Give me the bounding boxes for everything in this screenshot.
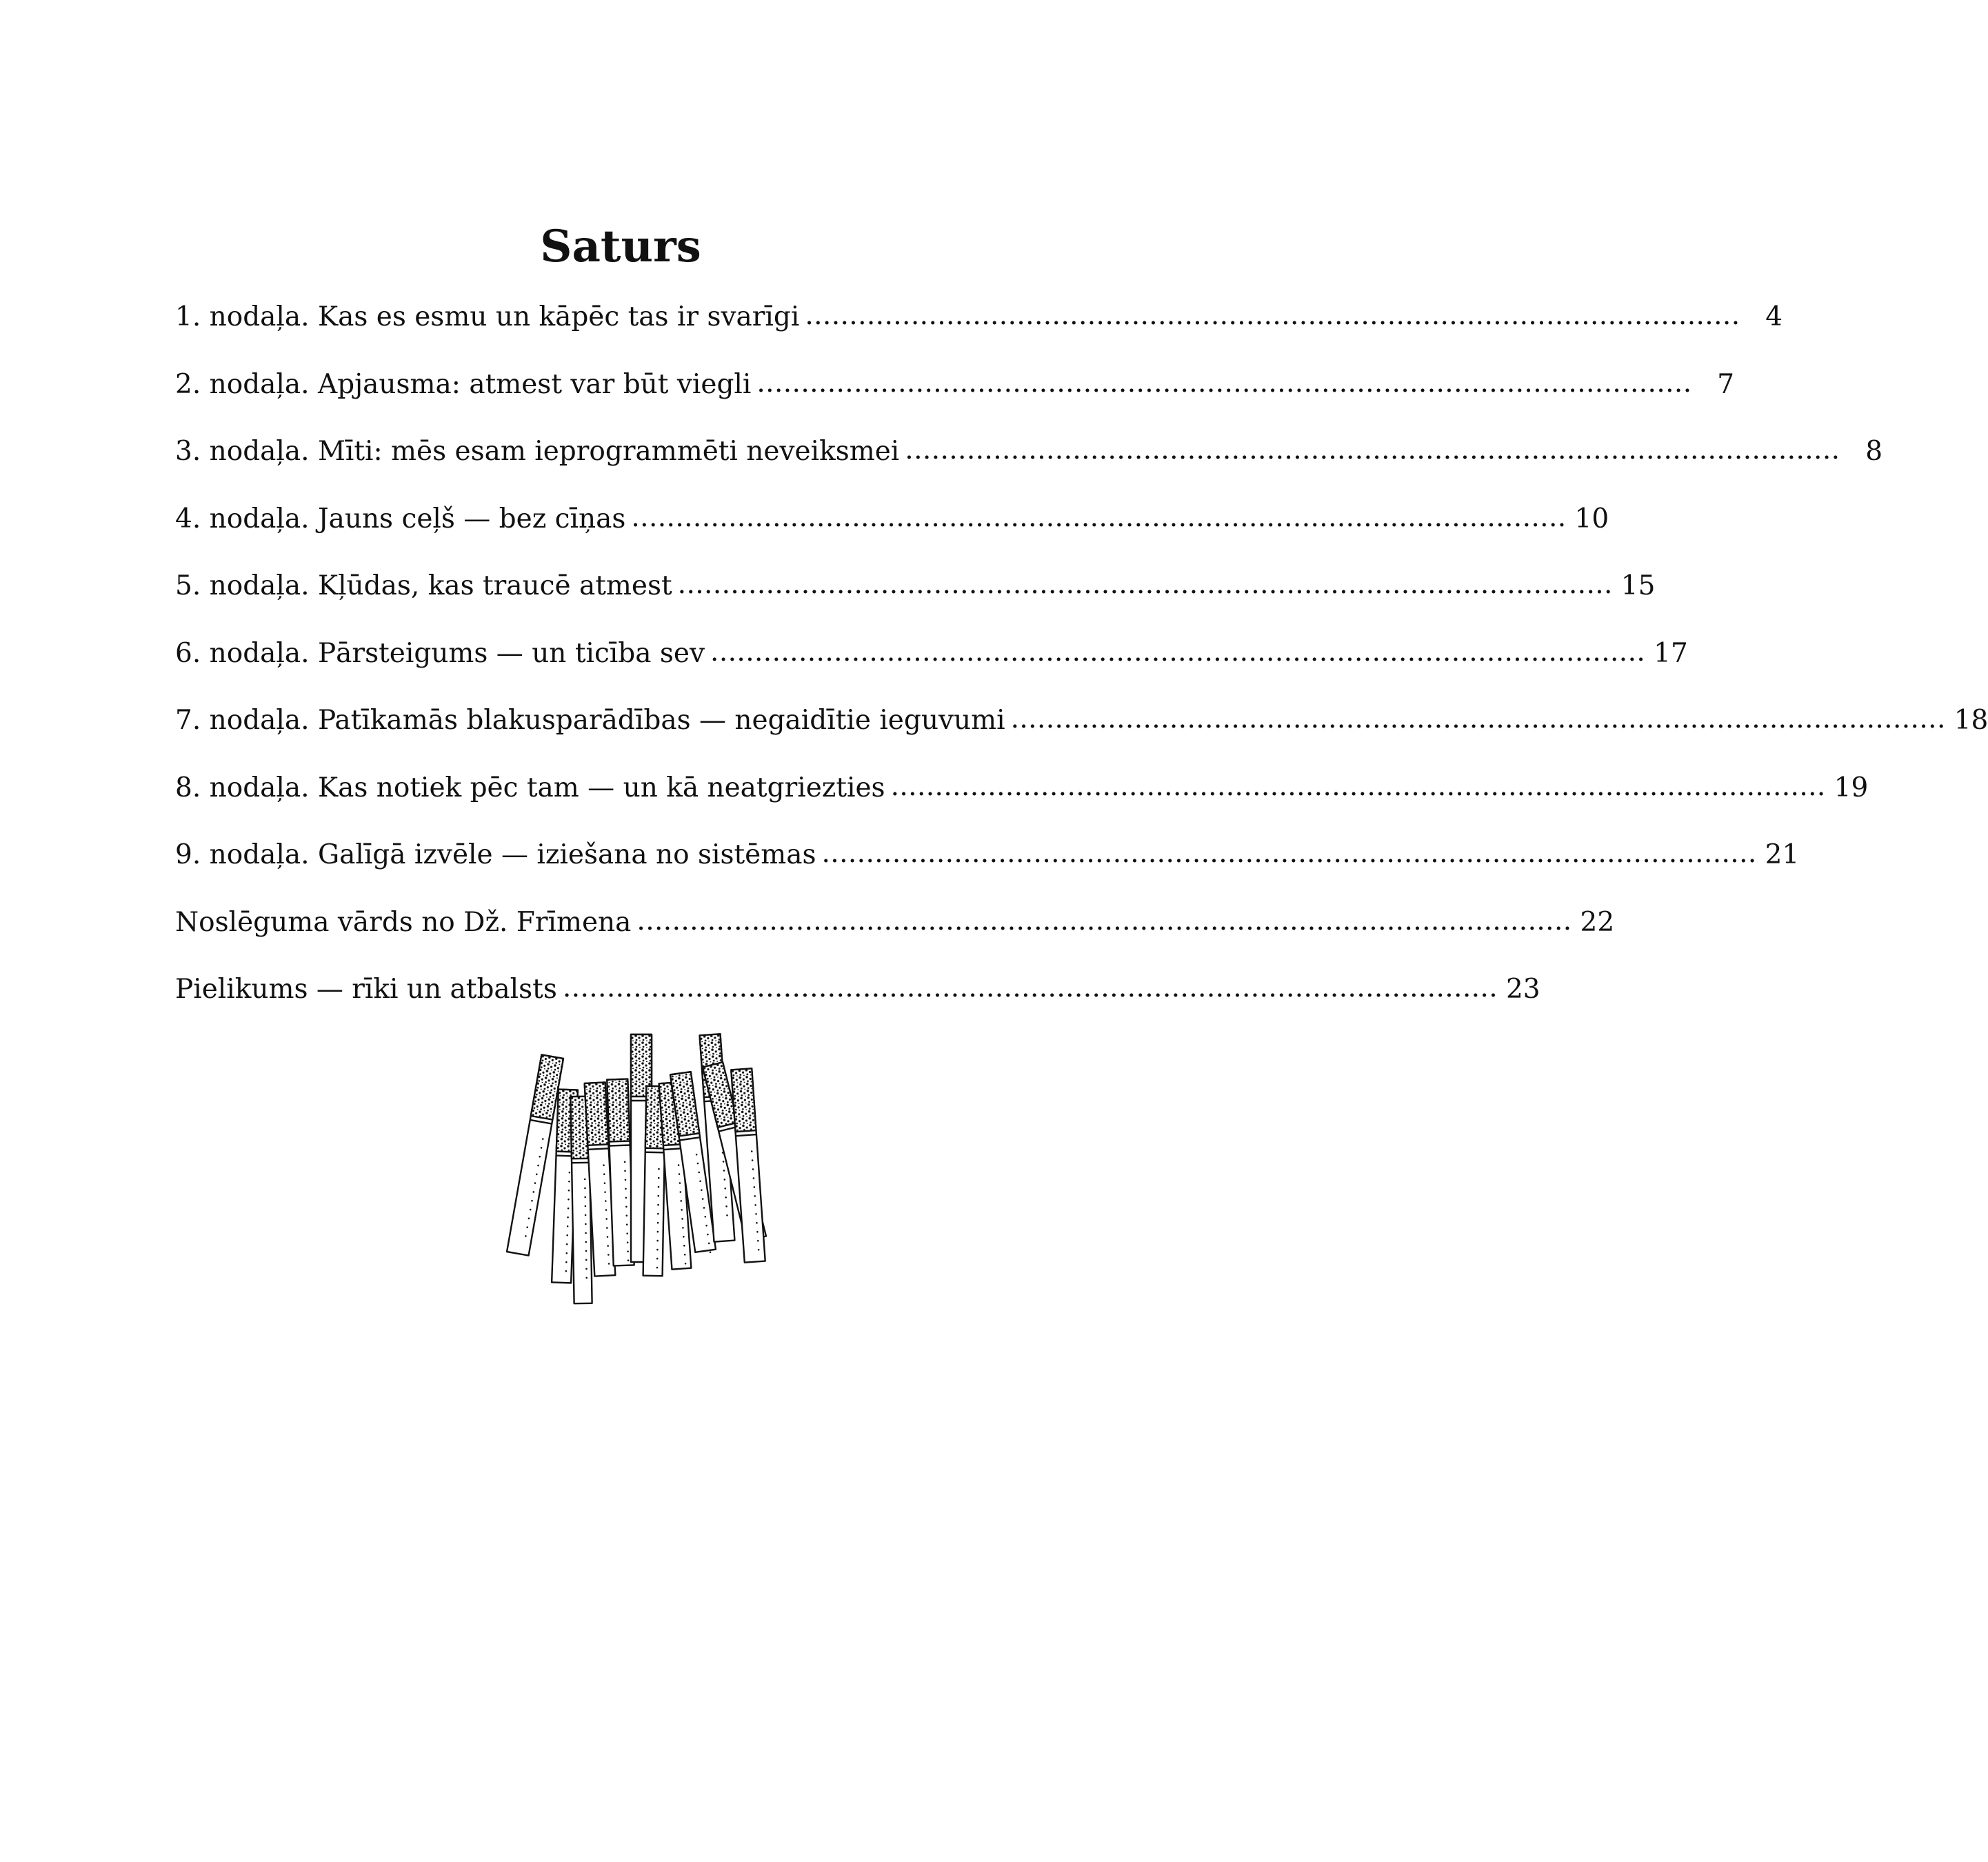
toc-page-number: 7 [1717, 368, 1735, 400]
toc-page-number: 23 [1505, 974, 1540, 1005]
toc-page-number: 4 [1765, 301, 1783, 332]
toc-entry-label: Pielikums — rīki un atbalsts [175, 974, 557, 1005]
toc-entry[interactable] [175, 633, 1688, 701]
toc-entry-label: 9. nodaļa. Galīgā izvēle — iziešana no sistēmas [175, 839, 816, 870]
toc-page-number: 15 [1620, 570, 1656, 601]
toc-entry-label: 3. nodaļa. Mīti: mēs esam ieprogrammēti neveiksmei [175, 436, 900, 467]
toc-page-number: 22 [1580, 906, 1615, 938]
toc-dot-leader [636, 901, 1567, 942]
toc-entry-label: 1. nodaļa. Kas es esmu un kāpēc tas ir svarīgi [175, 301, 800, 332]
toc-dot-leader [756, 363, 1687, 404]
toc-entry-label: 8. nodaļa. Kas notiek pēc tam — un kā neatgriezties [175, 772, 885, 803]
toc-entry-label: 2. nodaļa. Apjausma: atmest var būt viegli [175, 368, 752, 400]
toc-entry[interactable] [175, 834, 1800, 902]
table-of-contents [175, 297, 1988, 1037]
toc-dot-leader [805, 295, 1736, 337]
toc-entry[interactable] [175, 902, 1615, 970]
toc-dot-leader [822, 833, 1753, 874]
toc-page-number: 18 [1954, 705, 1988, 736]
toc-page-number: 8 [1865, 436, 1883, 467]
toc-entry[interactable] [175, 565, 1656, 633]
toc-dot-leader [563, 968, 1494, 1009]
toc-entry[interactable] [175, 768, 1869, 835]
toc-page-number: 17 [1654, 637, 1688, 669]
toc-dot-leader [710, 632, 1641, 673]
toc-entry-label: 5. nodaļa. Kļūdas, kas traucē atmest [175, 570, 672, 601]
toc-entry[interactable] [175, 499, 1609, 566]
toc-dot-leader [1011, 699, 1942, 740]
toc-entry-label: 7. nodaļa. Patīkamās blakusparādības — negaidītie ieguvumi [175, 705, 1005, 736]
toc-page-number: 19 [1834, 772, 1869, 803]
toc-entry[interactable] [175, 431, 1883, 499]
page-title: Saturs [540, 221, 701, 272]
toc-dot-leader [891, 766, 1822, 808]
toc-dot-leader [905, 430, 1836, 471]
toc-page-number: 10 [1574, 503, 1609, 534]
toc-entry-label: Noslēguma vārds no Dž. Frīmena [175, 906, 632, 938]
toc-entry[interactable] [175, 969, 1540, 1037]
toc-entry-label: 4. nodaļa. Jauns ceļš — bez cīņas [175, 503, 626, 534]
toc-entry-label: 6. nodaļa. Pārsteigums — un ticība sev [175, 637, 705, 669]
toc-page-number: 21 [1765, 839, 1800, 870]
toc-entry[interactable] [175, 297, 1783, 364]
toc-dot-leader [631, 497, 1562, 539]
toc-dot-leader [678, 564, 1609, 605]
toc-entry[interactable] [175, 700, 1988, 768]
cigarettes-illustration [469, 1034, 786, 1379]
toc-entry[interactable] [175, 364, 1735, 432]
